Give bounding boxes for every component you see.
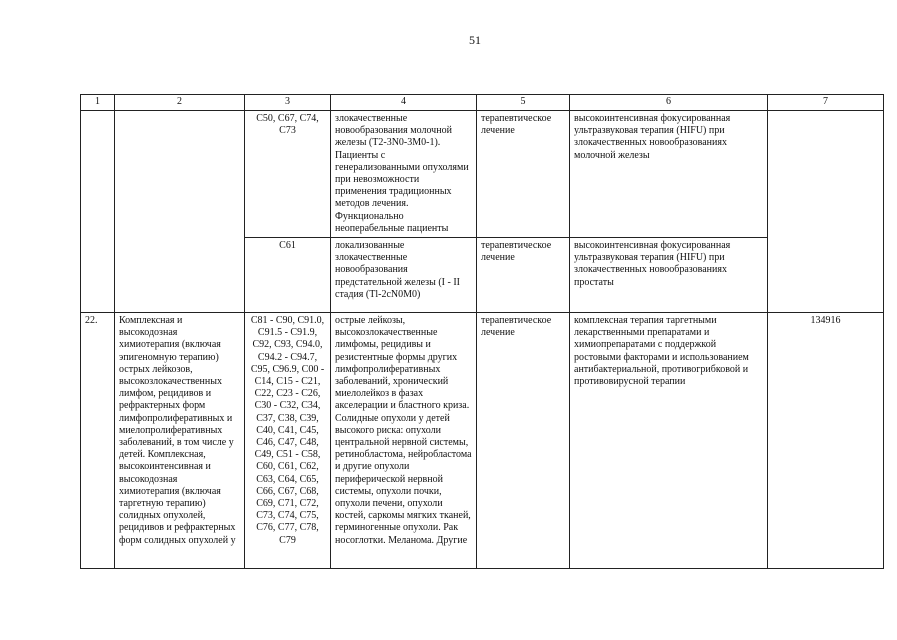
- treatment-type-cell: терапевтическое лечение: [477, 313, 570, 569]
- icd-codes-cell: C61: [245, 238, 331, 313]
- row-number-cell: [81, 111, 115, 313]
- cost-cell: 134916: [768, 313, 884, 569]
- treatment-type-cell: терапевтическое лечение: [477, 111, 570, 238]
- icd-codes-cell: C50, C67, C74, C73: [245, 111, 331, 238]
- care-type-cell: [115, 111, 245, 313]
- treatment-method-cell: комплексная терапия таргетными лекарственными препаратами и химиопрепаратами с поддержкой ростовыми факторами и использованием антибактериальной, противогрибковой и противовирусной терапии: [570, 313, 768, 569]
- patient-model-cell: локализованные злокачественные новообразования предстательной железы (I - II стадия (Tl-2cN0M0): [331, 238, 477, 313]
- page-number: 51: [469, 33, 481, 47]
- patient-model-cell: злокачественные новообразования молочной железы (T2-3N0-3M0-1). Пациенты с генерализованными опухолями при невозможности применения традиционных методов лечения. Функционально неоперабельные пациенты: [331, 111, 477, 238]
- header-cell: 1: [81, 95, 115, 111]
- patient-model-cell: острые лейкозы, высокозлокачественные лимфомы, рецидивы и резистентные формы других лимфопролиферативных заболеваний, хронический миелолейкоз в фазах акселерации и бластного криза. Солидные опухоли у детей высокого риска: опухоли центральной нервной системы, ретинобластома, нейробластома и другие опухоли периферической нервной системы, опухоли почки, опухоли печени, опухоли костей, саркомы мягких тканей, герминогенные опухоли. Рак носоглотки. Меланома. Другие: [331, 313, 477, 569]
- cost-cell: [768, 111, 884, 313]
- treatment-method-cell: высокоинтенсивная фокусированная ультразвуковая терапия (HIFU) при злокачественных новообразованиях простаты: [570, 238, 768, 313]
- row-number-cell: 22.: [81, 313, 115, 569]
- treatment-method-cell: высокоинтенсивная фокусированная ультразвуковая терапия (HIFU) при злокачественных новообразованиях молочной железы: [570, 111, 768, 238]
- table-row: [81, 111, 884, 238]
- header-cell: 7: [768, 95, 884, 111]
- header-cell: 4: [331, 95, 477, 111]
- header-cell: 3: [245, 95, 331, 111]
- header-cell: 6: [570, 95, 768, 111]
- table-row: [81, 313, 884, 569]
- header-cell: 2: [115, 95, 245, 111]
- care-type-cell: Комплексная и высокодозная химиотерапия (включая эпигеномную терапию) острых лейкозов, высокозлокачественных лимфом, рецидивов и рефрактерных форм лимфопролиферативных и миелопролиферативных заболеваний, в том числе у детей. Комплексная, высокоинтенсивная и высокодозная химиотерапия (включая таргетную терапию) солидных опухолей, рецидивов и рефрактерных форм солидных опухолей у: [115, 313, 245, 569]
- table-header-row: [81, 95, 884, 111]
- medical-care-table: [80, 94, 884, 569]
- icd-codes-cell: C81 - C90, C91.0, C91.5 - C91.9, C92, C93, C94.0, C94.2 - C94.7, C95, C96.9, C00 - C14, C15 - C21, C22, C23 - C26, C30 - C32, C34, C37, C38, C39, C40, C41, C45, C46, C47, C48, C49, C51 - C58, C60, C61, C62, C63, C64, C65, C66, C67, C68, C69, C71, C72, C73, C74, C75, C76, C77, C78, C79: [245, 313, 331, 569]
- header-cell: 5: [477, 95, 570, 111]
- treatment-type-cell: терапевтическое лечение: [477, 238, 570, 313]
